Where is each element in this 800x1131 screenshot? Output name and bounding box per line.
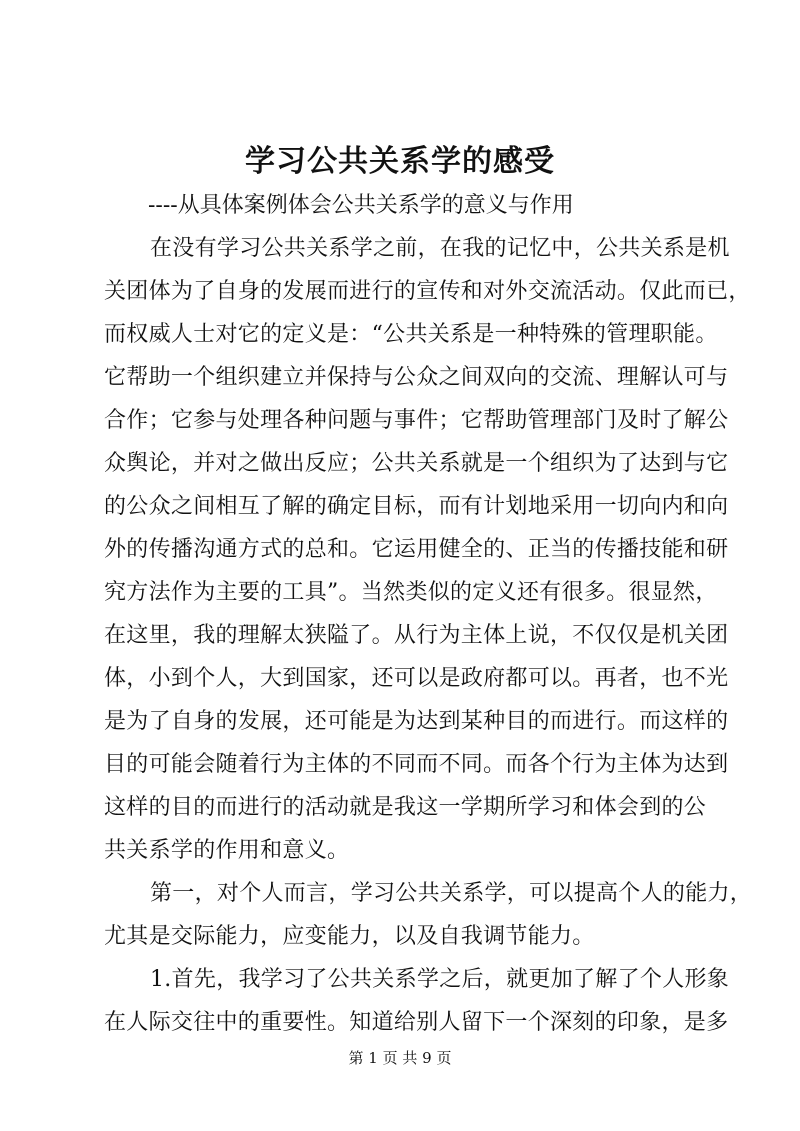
body-line: 在没有学习公共关系学之前，在我的记忆中，公共关系是机	[150, 236, 730, 261]
document-subtitle: ----从具体案例体会公共关系学的意义与作用	[148, 193, 574, 218]
body-line: 的公众之间相互了解的确定目标，而有计划地采用一切向内和向	[104, 494, 729, 519]
body-line: 共关系学的作用和意义。	[104, 838, 350, 863]
body-line: 第一，对个人而言，学习公共关系学，可以提高个人的能力，	[150, 881, 753, 906]
body-line: 外的传播沟通方式的总和。它运用健全的、正当的传播技能和研	[104, 537, 729, 562]
document-body	[104, 227, 753, 1044]
body-line: 究方法作为主要的工具”。当然类似的定义还有很多。很显然，	[104, 580, 718, 605]
body-line: 是为了自身的发展，还可能是为达到某种目的而进行。而这样的	[104, 709, 729, 734]
body-line: 尤其是交际能力，应变能力，以及自我调节能力。	[104, 924, 595, 949]
body-line: 在这里，我的理解太狭隘了。从行为主体上说，不仅仅是机关团	[104, 623, 729, 648]
body-line: 众舆论，并对之做出反应；公共关系就是一个组织为了达到与它	[104, 451, 729, 476]
document-title: 学习公共关系学的感受	[245, 144, 555, 179]
page-number-footer: 第 1 页 共 9 页	[348, 1049, 452, 1067]
body-line: 合作；它参与处理各种问题与事件；它帮助管理部门及时了解公	[104, 408, 729, 433]
body-line: 体，小到个人，大到国家，还可以是政府都可以。再者，也不光	[104, 666, 729, 691]
body-line: 它帮助一个组织建立并保持与公众之间双向的交流、理解认可与	[104, 365, 729, 390]
body-line: 1.首先，我学习了公共关系学之后，就更加了解了个人形象	[150, 967, 730, 992]
body-line: 而权威人士对它的定义是：“公共关系是一种特殊的管理职能。	[104, 322, 718, 347]
body-line: 这样的目的而进行的活动就是我这一学期所学习和体会到的公	[104, 795, 707, 820]
body-line: 在人际交往中的重要性。知道给别人留下一个深刻的印象，是多	[104, 1010, 729, 1035]
body-line: 关团体为了自身的发展而进行的宣传和对外交流活动。仅此而已，	[104, 279, 751, 304]
body-line: 目的可能会随着行为主体的不同而不同。而各个行为主体为达到	[104, 752, 729, 777]
